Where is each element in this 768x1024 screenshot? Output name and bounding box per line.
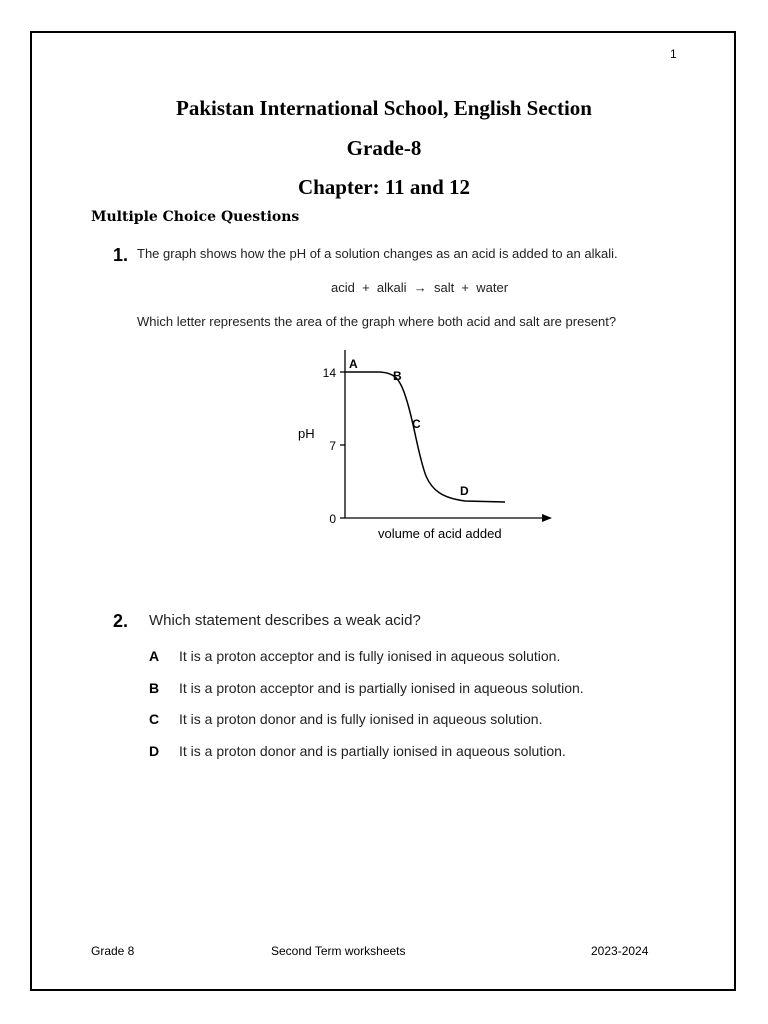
ph-curve [345, 372, 505, 502]
point-label-c: C [412, 417, 421, 431]
option-text-d: It is a proton donor and is partially ionised in aqueous solution. [179, 743, 566, 759]
option-letter-c: C [149, 711, 160, 727]
footer-term: Second Term worksheets [271, 944, 406, 958]
y-axis-label: pH [298, 426, 315, 441]
option-letter-a: A [149, 648, 160, 664]
question-1-equation: acid + alkali → salt + water [331, 280, 509, 295]
y-tick-label: 0 [329, 512, 336, 526]
option-letter-b: B [149, 680, 160, 696]
footer-year: 2023-2024 [591, 944, 649, 958]
point-label-b: B [393, 369, 402, 383]
grade-title: Grade-8 [346, 136, 422, 160]
y-tick-label: 7 [329, 439, 336, 453]
question-1-number: 1. [113, 245, 129, 265]
option-text-c: It is a proton donor and is fully ionised in aqueous solution. [179, 711, 543, 727]
point-label-a: A [349, 357, 358, 371]
question-1-text: The graph shows how the pH of a solution changes as an acid is added to an alkali. [137, 246, 618, 261]
page-number: 1 [670, 47, 677, 61]
x-axis-label: volume of acid added [378, 526, 502, 541]
question-2-text: Which statement describes a weak acid? [149, 612, 421, 629]
question-1-prompt: Which letter represents the area of the graph where both acid and salt are present? [137, 314, 617, 329]
school-title: Pakistan International School, English Section [176, 96, 592, 120]
footer-grade: Grade 8 [91, 944, 135, 958]
option-letter-d: D [149, 743, 160, 759]
y-tick-label: 14 [322, 366, 336, 380]
point-label-d: D [460, 484, 469, 498]
x-axis-arrow [542, 514, 552, 522]
question-2-number: 2. [113, 611, 129, 631]
chapter-title: Chapter: 11 and 12 [297, 175, 471, 199]
ph-graph [290, 340, 570, 550]
option-text-a: It is a proton acceptor and is fully ionised in aqueous solution. [179, 648, 561, 664]
option-text-b: It is a proton acceptor and is partially ionised in aqueous solution. [179, 680, 584, 696]
section-heading: Multiple Choice Questions [91, 209, 300, 225]
